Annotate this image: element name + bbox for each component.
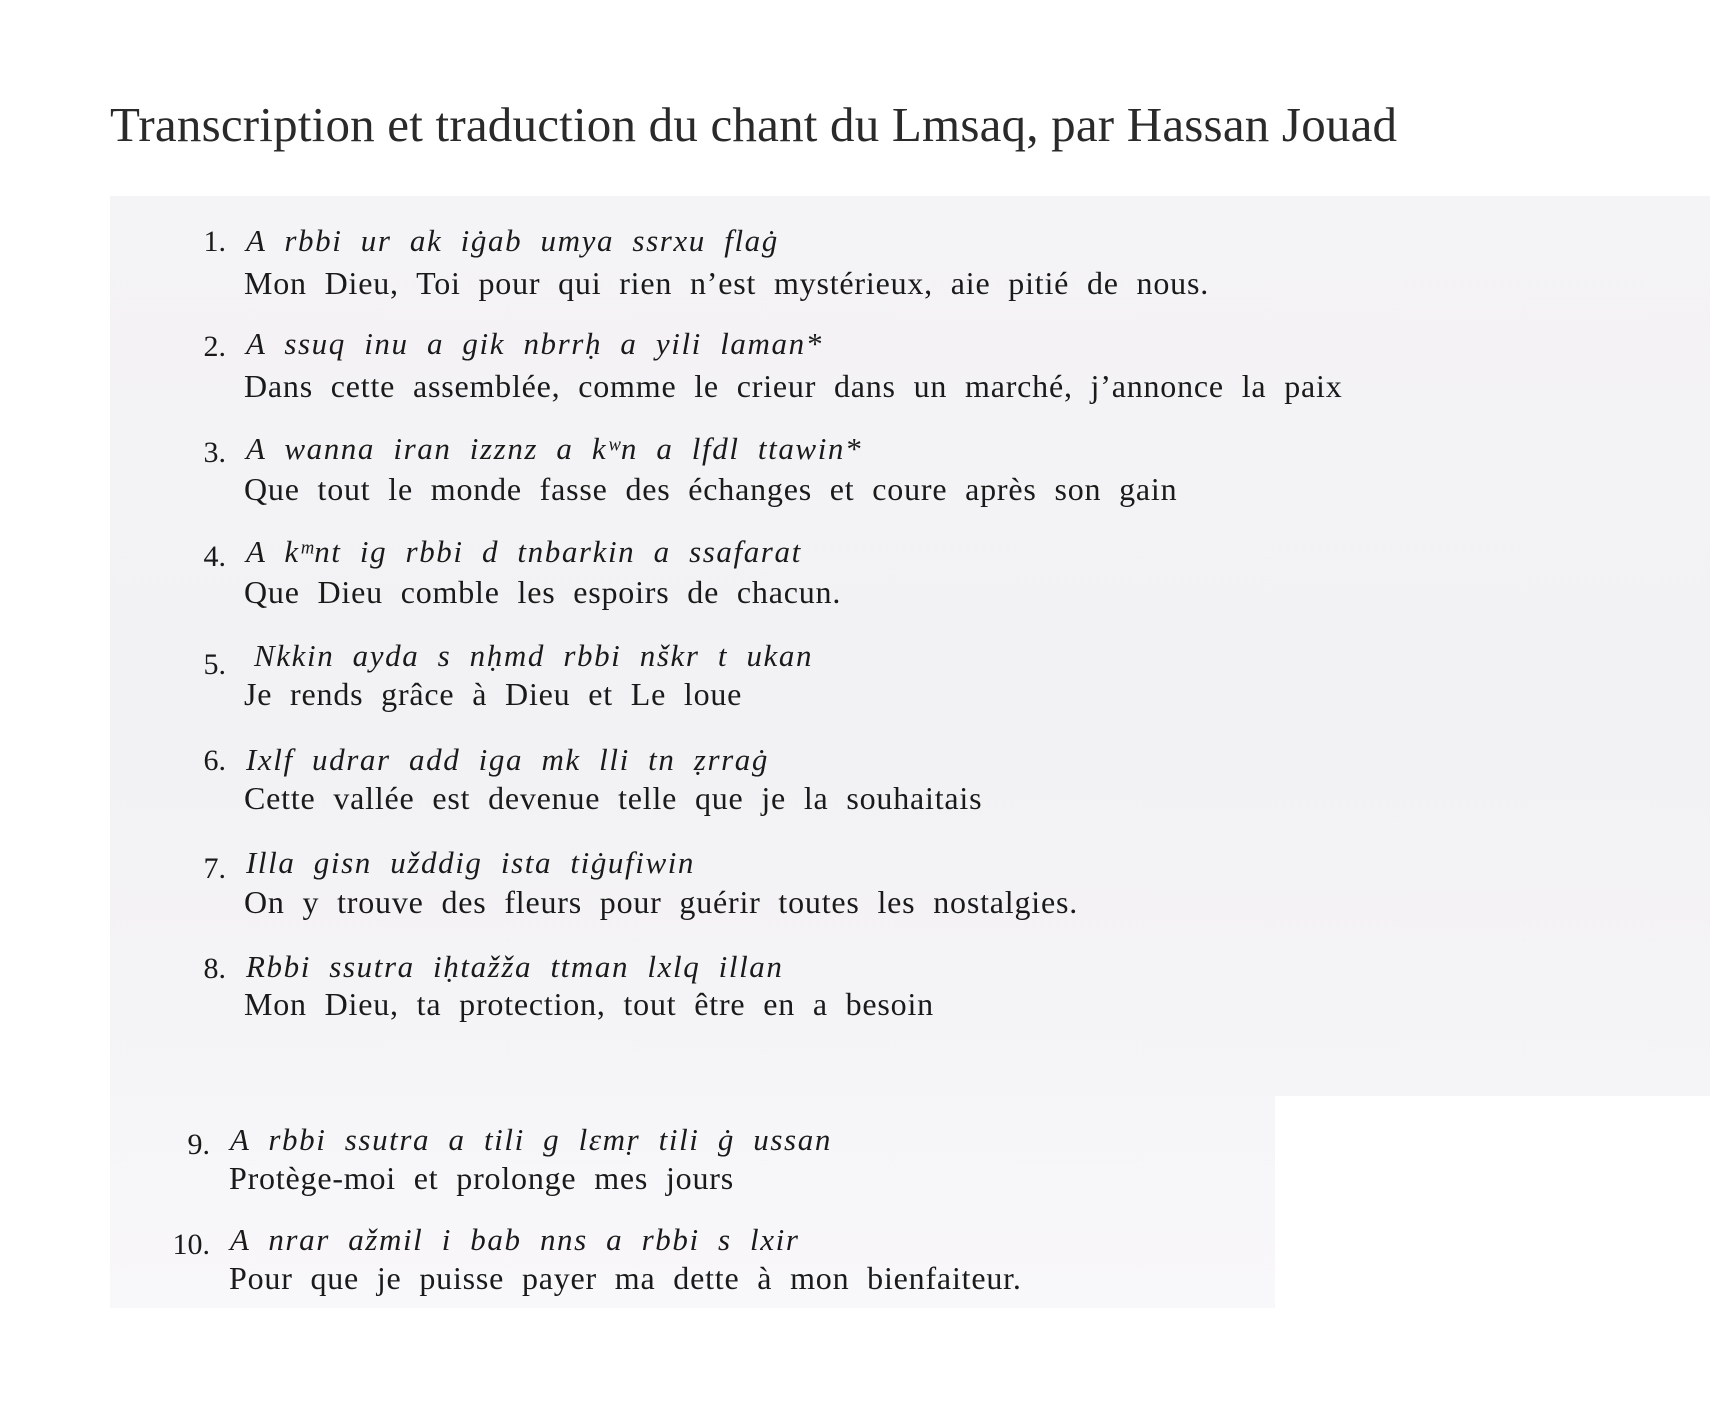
verse-number: 7. — [203, 852, 226, 885]
verse-translation: Dans cette assemblée, comme le crieur dans un marché, j’annonce la paix — [244, 368, 1343, 404]
verse-number: 6. — [203, 744, 226, 777]
verse-number: 3. — [203, 436, 226, 469]
verse-translation: Pour que je puisse payer ma dette à mon bienfaiteur. — [229, 1260, 1022, 1296]
verse-number: 10. — [172, 1228, 210, 1261]
page-title: Transcription et traduction du chant du Lmsaq, par Hassan Jouad — [110, 97, 1398, 152]
verse-transcription: A kᵐnt ig rbbi d tnbarkin a ssafarat — [246, 534, 802, 569]
verse-number: 5. — [203, 648, 226, 681]
verse-number: 9. — [187, 1128, 210, 1161]
verse-number: 1. — [203, 225, 226, 258]
verse-translation: Cette vallée est devenue telle que je la souhaitais — [244, 780, 983, 816]
verse-number: 8. — [203, 952, 226, 985]
verse-transcription: Nkkin ayda s nḥmd rbbi nškr t ukan — [254, 638, 814, 673]
verse-transcription: Rbbi ssutra iḥtažža ttman lxlq illan — [246, 949, 784, 984]
verse-translation: Mon Dieu, Toi pour qui rien n’est mystérieux, aie pitié de nous. — [244, 265, 1209, 301]
verse-translation: On y trouve des fleurs pour guérir toutes les nostalgies. — [244, 884, 1079, 920]
verse-translation: Que Dieu comble les espoirs de chacun. — [244, 574, 842, 610]
verse-transcription: A ssuq inu a gik nbrrḥ a yili laman* — [246, 326, 823, 361]
verse-transcription: A nrar ažmil i bab nns a rbbi s lxir — [230, 1222, 800, 1257]
verse-transcription: Illa gisn užddig ista tiġufiwin — [246, 845, 696, 880]
verse-translation: Mon Dieu, ta protection, tout être en a besoin — [244, 986, 934, 1022]
verse-transcription: A rbbi ssutra a tili g lɛmṛ tili ġ ussan — [230, 1122, 832, 1157]
verse-translation: Protège-moi et prolonge mes jours — [229, 1160, 734, 1196]
verse-transcription: A wanna iran izznz a kʷn a lfdl ttawin* — [246, 431, 863, 466]
verse-translation: Je rends grâce à Dieu et Le loue — [244, 676, 743, 712]
verse-translation: Que tout le monde fasse des échanges et coure après son gain — [244, 471, 1178, 507]
verse-number: 4. — [203, 540, 226, 573]
verse-transcription: A rbbi ur ak iġab umya ssrxu flaġ — [246, 223, 779, 258]
verse-number: 2. — [203, 330, 226, 363]
verse-transcription: Ixlf udrar add iga mk lli tn ẓrraġ — [246, 742, 769, 777]
